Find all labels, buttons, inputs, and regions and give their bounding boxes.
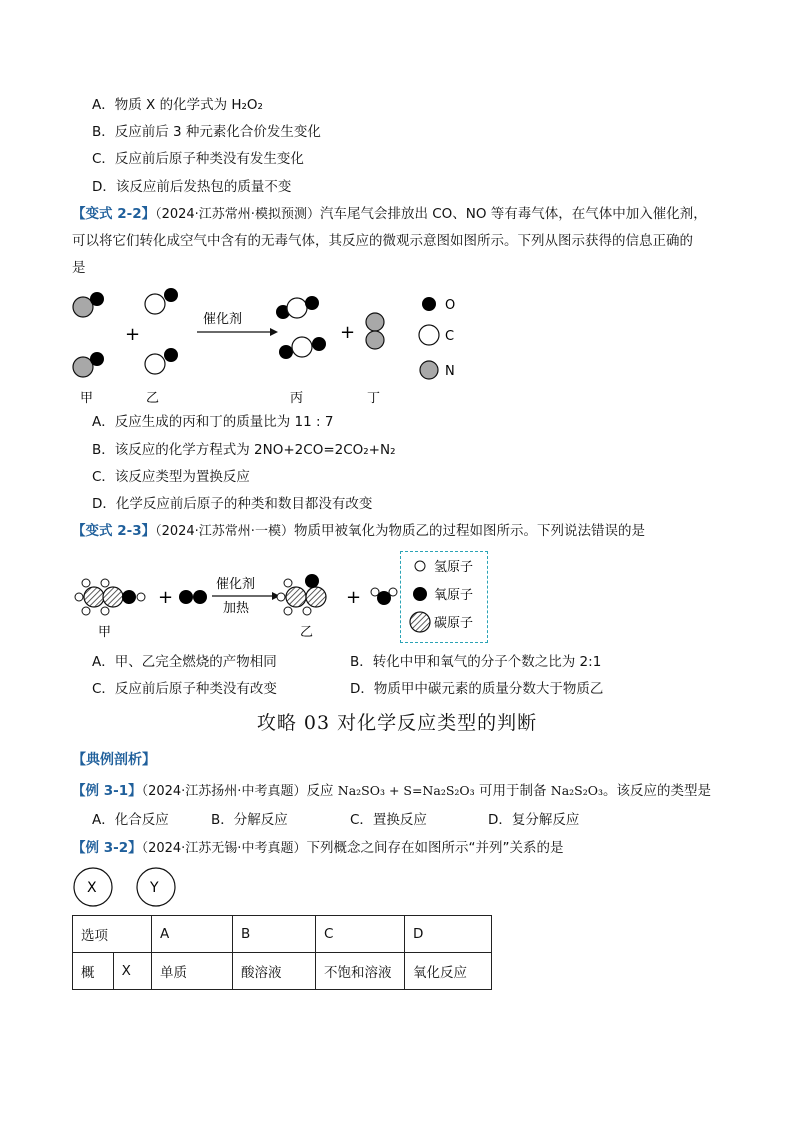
svg-text:O: O <box>445 298 456 313</box>
option-c: C．反应前后原子种类没有改变 <box>92 681 277 697</box>
molecule-jia-top <box>73 292 104 317</box>
catalyst-label: 催化剂 <box>216 577 256 592</box>
option-b: B．该反应的化学方程式为 2NO+2CO=2CO₂+N₂ <box>92 442 396 458</box>
label-jia: 甲 <box>98 625 112 640</box>
molecule-ding <box>366 313 384 349</box>
molecule-yi-bottom <box>145 348 178 374</box>
svg-text:氧原子: 氧原子 <box>434 588 474 603</box>
legend-hydrogen <box>415 560 473 575</box>
reaction-diagram-2-2 <box>60 282 480 408</box>
molecule-water <box>371 588 397 605</box>
table-header-cell: 选项 <box>73 916 152 953</box>
svg-text:氢原子: 氢原子 <box>434 560 474 575</box>
plus-sign-2: + <box>346 587 362 608</box>
option-b: B．分解反应 <box>211 812 288 828</box>
question-text-pre: 反应 <box>306 783 338 799</box>
legend-o <box>422 297 455 313</box>
circle-y-label: Y <box>150 880 159 896</box>
table-header-row <box>73 916 492 953</box>
svg-text:碳原子: 碳原子 <box>434 616 474 631</box>
example-3-1-line1 <box>72 781 711 802</box>
table-header-cell: A <box>152 916 233 953</box>
option-a: A．甲、乙完全燃烧的产物相同 <box>92 654 277 670</box>
label-jia: 甲 <box>80 391 94 406</box>
option-d: D．化学反应前后原子的种类和数目都没有改变 <box>92 496 373 512</box>
molecule-jia <box>75 579 145 615</box>
question-text-post: 。该反应的类型是 <box>603 783 711 799</box>
table-row <box>73 953 492 990</box>
option-b: B．反应前后 3 种元素化合价发生变化 <box>92 124 321 140</box>
question-2-3-line1 <box>72 521 645 542</box>
molecule-yi-top <box>145 288 178 314</box>
question-tag: 【变式 2-2】 <box>72 206 156 222</box>
table-header-cell: D <box>405 916 492 953</box>
label-yi: 乙 <box>146 391 160 406</box>
option-d: D．复分解反应 <box>488 812 580 828</box>
question-2-2-line2: 可以将它们转化成空气中含有的无毒气体，其反应的微观示意图如图所示。下列从图示获得的信息正确的 <box>72 233 693 249</box>
concept-diagram <box>70 866 190 910</box>
table-cell: X <box>113 953 151 990</box>
legend-oxygen <box>413 587 473 603</box>
question-tag: 【例 3-1】 <box>72 783 142 799</box>
question-source: （2024·江苏常州·模拟预测） <box>155 207 320 222</box>
arrow-head <box>270 328 278 336</box>
question-tag: 【变式 2-3】 <box>72 523 156 539</box>
question-text: 汽车尾气会排放出 CO、NO 等有毒气体，在气体中加入催化剂， <box>319 206 707 222</box>
option-c: C．反应前后原子种类没有发生变化 <box>92 151 304 167</box>
option-c: C．该反应类型为置换反应 <box>92 469 250 485</box>
plus-sign: + <box>158 587 174 608</box>
svg-text:N: N <box>445 364 455 379</box>
question-2-2-line1 <box>72 204 707 225</box>
table-cell: 不饱和溶液 <box>316 953 405 990</box>
table-cell: 氧化反应 <box>405 953 492 990</box>
option-a: A．物质 X 的化学式为 H₂O₂ <box>92 97 263 113</box>
table-header-cell: C <box>316 916 405 953</box>
options-table <box>72 915 492 990</box>
question-text: 物质甲被氧化为物质乙的过程如图所示。下列说法错误的是 <box>293 523 645 539</box>
question-text: 下列概念之间存在如图所示“并列”关系的是 <box>306 840 564 856</box>
molecule-oxygen <box>179 590 207 604</box>
heat-label: 加热 <box>223 601 250 616</box>
question-2-2-line3: 是 <box>72 260 86 276</box>
chemical-formula: Na₂S₂O₃ <box>550 783 603 798</box>
table-cell: 概 <box>73 953 114 990</box>
option-a: A．反应生成的丙和丁的质量比为 11 : 7 <box>92 414 334 430</box>
table-cell: 酸溶液 <box>233 953 316 990</box>
question-source: （2024·江苏常州·一模） <box>155 524 294 539</box>
plus-sign: + <box>125 324 141 345</box>
question-source: （2024·江苏扬州·中考真题） <box>141 784 307 799</box>
legend-n <box>420 361 455 379</box>
molecule-yi <box>277 574 326 615</box>
option-d: D．该反应前后发热包的质量不变 <box>92 179 292 195</box>
question-text-mid: 可用于制备 <box>474 783 551 799</box>
example-3-2-line1 <box>72 838 563 859</box>
circle-x-label: X <box>87 880 97 896</box>
option-a: A．化合反应 <box>92 812 169 828</box>
label-bing: 丙 <box>290 391 304 406</box>
molecule-bing-top <box>276 296 319 319</box>
label-ding: 丁 <box>367 391 381 406</box>
plus-sign-2: + <box>340 322 356 343</box>
question-tag: 【例 3-2】 <box>72 840 142 856</box>
molecule-bing-bottom <box>279 337 326 359</box>
option-b: B．转化中甲和氧气的分子个数之比为 2:1 <box>350 654 602 670</box>
catalyst-label: 催化剂 <box>203 312 243 327</box>
option-c: C．置换反应 <box>350 812 427 828</box>
molecule-jia-bottom <box>73 352 104 377</box>
question-source: （2024·江苏无锡·中考真题） <box>141 841 307 856</box>
section-subtitle: 【典例剖析】 <box>72 752 156 768</box>
table-cell: 单质 <box>152 953 233 990</box>
legend-carbon <box>410 612 473 632</box>
table-header-cell: B <box>233 916 316 953</box>
section-title: 攻略 03 对化学反应类型的判断 <box>256 712 538 734</box>
label-yi: 乙 <box>300 625 314 640</box>
chemical-equation: Na₂SO₃ + S=Na₂S₂O₃ <box>337 783 475 798</box>
reaction-diagram-2-3 <box>68 548 488 644</box>
legend-c <box>419 325 454 345</box>
svg-text:C: C <box>445 329 455 344</box>
option-d: D．物质甲中碳元素的质量分数大于物质乙 <box>350 681 604 697</box>
